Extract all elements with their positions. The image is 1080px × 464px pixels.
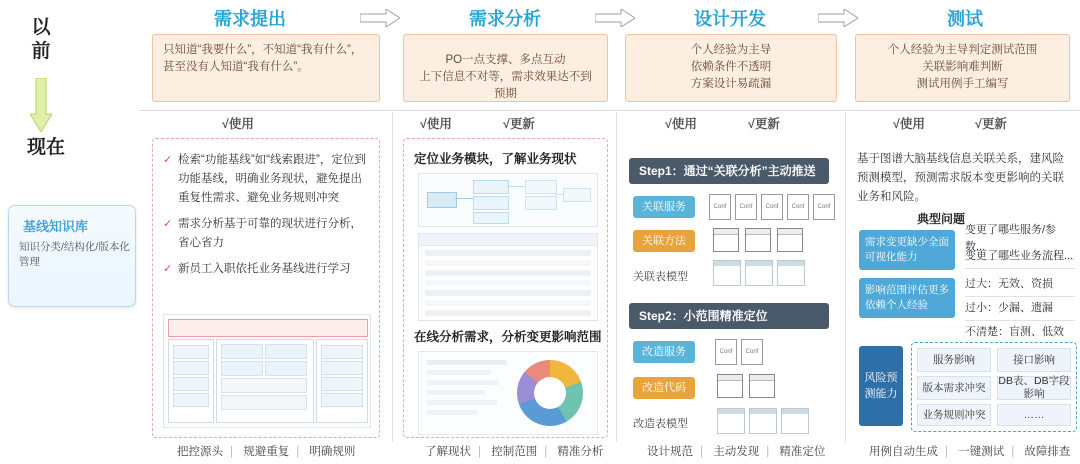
col2-analytics-screenshot [418,351,598,435]
col4-grid-cell-4: DB表、DB字段影响 [998,375,1070,400]
column-2-panel [403,138,608,438]
knowledge-base-subtitle: 知识分类/结构化/版本化管理 [19,241,130,268]
footer-1: 把控源头 | 规避重复 | 明确规则 [177,446,356,458]
col3-doc-7: Conf [741,339,763,365]
before-label: 以前 [31,17,53,62]
col3-table-2 [745,260,773,286]
left-column [0,0,140,464]
column-4-panel [855,138,1075,438]
footer-4-item-3: 故障排查 [1024,446,1071,458]
footer-3: 设计规范 | 主动发现 | 精准定位 [647,446,826,458]
check-use-2: √使用 [420,117,452,131]
col1-architecture-screenshot [163,314,371,428]
col3-tag-change-service: 改造服务 [633,341,695,363]
col4-pill-2: 影响范围评估更多依赖个人经验 [859,278,955,318]
check-update-3: √更新 [748,117,780,131]
before-box-3-line-3: 方案设计易疏漏 [690,78,772,90]
col3-doc-3: Conf [761,194,783,220]
col4-intro: 基于图谱大脑基线信息关联关系，建风险预测模型，预测需求版本变更影响的关联业务和风险。 [857,153,1064,203]
col3-table-1 [713,260,741,286]
stage-title-4: 测试 [947,9,983,29]
col1-bullet-1: ✓ 检索“功能基线”如“线索跟进”，定位到功能基线，明确业务现状，避免提出重复性需求、避免业务规则冲突 [163,151,369,208]
col3-step1-bar: Step1：通过“关联分析”主动推送 [629,158,829,184]
col3-table-3 [777,260,805,286]
col3-step2-bar: Step2：小范围精准定位 [629,303,829,329]
col3-cube-4 [717,374,743,398]
footer-3-item-2: 主动发现 [713,446,760,458]
col3-table-4 [717,408,745,434]
col2-title-mid: 在线分析需求，分析变更影响范围 [414,330,602,344]
footer-4: 用例自动生成 | 一键测试 | 故障排查 [869,446,1071,458]
col2-title-top: 定位业务模块，了解业务现状 [414,152,577,166]
col3-cube-5 [749,374,775,398]
footer-2-item-1: 了解现状 [425,446,471,458]
footer-1-item-2: 规避重复 [243,446,290,458]
before-box-3-line-2: 依赖条件不透明 [690,61,772,73]
col3-cube-2 [745,228,771,252]
col3-cube-1 [713,228,739,252]
now-label: 现在 [26,137,65,158]
footer-2: 了解现状 | 控制范围 | 精准分析 [425,446,604,458]
col4-right-item-3: 过大：无效、资损 [965,276,1075,297]
col4-grid-cell-6: …… [997,404,1071,426]
col3-table-5 [749,408,777,434]
col3-label-related-table: 关联表模型 [633,271,688,283]
down-arrow-icon [30,78,52,132]
col3-doc-1: Conf [709,194,731,220]
footer-4-item-2: 一键测试 [958,446,1005,458]
before-box-2-line-2: 上下信息不对等，需求效果达不到预期 [419,71,592,100]
before-box-3 [625,34,837,102]
col3-doc-2: Conf [735,194,757,220]
footer-3-item-3: 精准定位 [779,446,826,458]
before-box-4 [855,34,1070,102]
before-box-2 [403,34,608,102]
footer-2-item-2: 控制范围 [491,446,538,458]
stage-title-3: 设计开发 [694,9,766,29]
divider-vertical-3 [845,112,846,442]
stage-arrow-icon-2 [595,9,635,27]
stage-arrow-icon-1 [360,9,400,27]
col2-table-screenshot [418,233,598,321]
knowledge-base-title: 基线知识库 [23,219,89,234]
column-3-panel [625,138,837,438]
check-update-4: √更新 [975,117,1007,131]
footer-2-item-3: 精准分析 [557,446,604,458]
before-box-1-text: 只知道“我要什么”，不知道“我有什么”，甚至没有人知道“我有什么”。 [163,44,363,73]
col4-right-item-1: 变更了哪些服务/参数... [965,222,1075,260]
col4-grid-cell-3: 版本需求冲突 [917,376,991,400]
col3-cube-3 [777,228,803,252]
col1-bullet-3: ✓ 新员工入职依托业务基线进行学习 [163,260,369,279]
col3-table-6 [781,408,809,434]
col4-capability-box: 风险预测能力 [859,346,903,426]
divider-vertical-2 [616,112,617,442]
col4-right-item-4: 过小：少漏、遗漏 [965,300,1075,321]
col3-doc-4: Conf [787,194,809,220]
stage-title-2: 需求分析 [469,9,541,29]
col4-grid-cell-5: 业务规则冲突 [917,404,991,426]
before-box-3-line-1: 个人经验为主导 [690,44,772,56]
footer-4-item-1: 用例自动生成 [869,446,938,458]
stage-title-1: 需求提出 [214,9,286,29]
check-update-2: √更新 [503,117,535,131]
col3-label-change-table: 改造表模型 [633,418,688,430]
divider-vertical-1 [392,112,393,442]
col2-donut-chart [517,360,583,426]
col4-right-item-5: 不清楚：盲测、低效 [965,326,1064,338]
knowledge-base-card [8,205,136,307]
col4-pill-1: 需求变更缺少全面可视化能力 [859,230,955,270]
divider-horizontal [140,110,1080,111]
before-box-2-line-1: PO一点支撑、多点互动 [445,54,566,66]
col3-tag-change-code: 改造代码 [633,377,695,399]
check-use-3: √使用 [665,117,697,131]
col4-right-item-2: 变更了哪些业务流程... [965,248,1075,269]
footer-3-item-1: 设计规范 [647,446,693,458]
col4-grid-cell-2: 接口影响 [997,348,1071,372]
col2-flow-screenshot [418,173,598,227]
column-1-panel [152,138,380,438]
col3-tag-related-service: 关联服务 [633,196,695,218]
check-use-4: √使用 [893,117,925,131]
col3-tag-related-method: 关联方法 [633,230,695,252]
before-box-4-line-3: 测试用例手工编写 [916,78,1009,90]
before-box-1 [152,34,380,102]
footer-1-item-1: 把控源头 [177,446,223,458]
stage-arrow-icon-3 [818,9,858,27]
footer-1-item-3: 明确规则 [309,446,356,458]
col4-grid-cell-1: 服务影响 [917,348,991,372]
before-box-4-line-1: 个人经验为主导判定测试范围 [887,44,1038,56]
col3-doc-5: Conf [813,194,835,220]
col4-typical-title: 典型问题 [917,212,966,226]
col1-bullet-2: ✓ 需求分析基于可靠的现状进行分析，省心省力 [163,215,369,253]
before-box-4-line-2: 关联影响难判断 [922,61,1003,73]
col3-doc-6: Conf [715,339,737,365]
check-use-1: √使用 [222,117,254,131]
